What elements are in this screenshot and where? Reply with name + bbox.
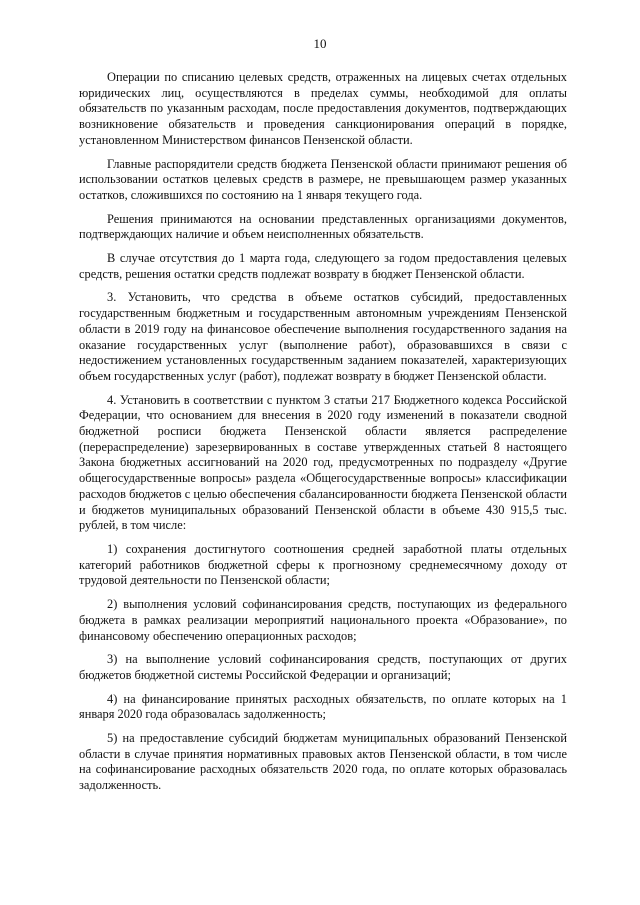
paragraph-return-remainders: В случае отсутствия до 1 марта года, следующего за годом предоставления целевых средств, решения остатки средств подлежат возврату в бюджет Пензенской области. bbox=[79, 251, 567, 281]
paragraph-item-4: 4. Установить в соответствии с пунктом 3 статьи 217 Бюджетного кодекса Российской Федерации, что основанием для внесения в 2020 году изменений в показатели сводной бюджетной росписи бюджета Пензенской области является распределение (перераспределение) зарезервированных в составе утвержденных статьей 8 настоящего Закона бюджетных ассигнований на 2020 год, предусмотренных по подразделу «Другие общегосударственные вопросы» раздела «Общегосударственные вопросы» классификации расходов бюджетов с целью обеспечения сбалансированности бюджета Пензенской области и бюджетов муниципальных образований Пензенской области в объеме 430 915,5 тыс. рублей, в том числе: bbox=[79, 392, 567, 533]
paragraph-decisions-basis: Решения принимаются на основании представленных организациями документов, подтверждающих наличие и объем неисполненных обязательств. bbox=[79, 211, 567, 242]
list-item-4: 4) на финансирование принятых расходных обязательств, по оплате которых на 1 января 2020 года образовалась задолженность; bbox=[79, 691, 567, 722]
paragraph-main-managers-decisions: Главные распорядители средств бюджета Пензенской области принимают решения об использовании остатков целевых средств в размере, не превышающем размер указанных остатков, сложившихся по состоянию на 1 января текущего года. bbox=[79, 156, 567, 202]
document-body bbox=[79, 70, 567, 802]
paragraph-write-off-operations: Операции по списанию целевых средств, отраженных на лицевых счетах отдельных юридических лиц, осуществляются в пределах суммы, необходимой для оплаты обязательств по указанным расходам, после предоставления документов, подтверждающих возникновение обязательств и проведения санкционирования операций в порядке, установленном Министерством финансов Пензенской области. bbox=[79, 70, 567, 147]
page-number: 10 bbox=[313, 36, 327, 51]
paragraph-item-3: 3. Установить, что средства в объеме остатков субсидий, предоставленных государственным бюджетным и государственным автономным учреждениям Пензенской области в 2019 году на финансовое обеспечение выполнения государственного задания на оказание государственных услуг (выполнение работ), образовавшихся в связи с недостижением установленных государственным заданием показателей, характеризующих объем государственных услуг (работ), подлежат возврату в бюджет Пензенской области. bbox=[79, 290, 567, 383]
list-item-5: 5) на предоставление субсидий бюджетам муниципальных образований Пензенской области в случае принятия нормативных правовых актов Пензенской области, в том числе на софинансирование расходных обязательств 2020 года, по оплате которых образовалась задолженность. bbox=[79, 731, 567, 793]
list-item-3: 3) на выполнение условий софинансирования средств, поступающих от других бюджетов бюджетной системы Российской Федерации и организаций; bbox=[79, 652, 567, 682]
list-item-2: 2) выполнения условий софинансирования средств, поступающих из федерального бюджета в рамках реализации мероприятий национального проекта «Образование», по финансовому обеспечению операционных расходов; bbox=[79, 597, 567, 643]
list-item-1: 1) сохранения достигнутого соотношения средней заработной платы отдельных категорий работников бюджетной сферы к прогнозному среднемесячному доходу от трудовой деятельности по Пензенской области; bbox=[79, 541, 567, 588]
